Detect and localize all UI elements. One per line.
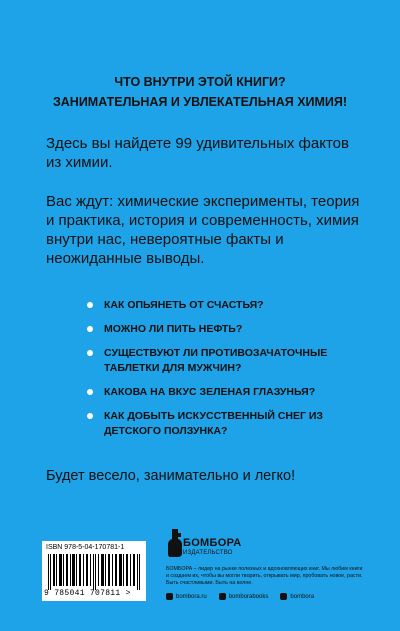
barcode — [42, 541, 146, 601]
publisher-tagline: БОМБОРА – лидер на рынке полезных и вдохновляющих книг. Мы любим книги и создаем их, чтобы вы могли творить, открывать мир, пробовать новое, расти. Быть счастливыми. Быть на волне. — [166, 566, 363, 586]
globe-icon — [166, 593, 173, 600]
questions-list — [104, 298, 364, 448]
bullet-dot-icon — [87, 413, 93, 419]
list-item — [104, 322, 364, 337]
bullet-dot-icon — [87, 302, 93, 308]
list-item — [104, 409, 364, 439]
social-label: bomborabooks — [228, 593, 269, 600]
expect-paragraph: Вас ждут: химические эксперименты, теория и практика, история и современность, химия внутри нас, невероятные факты и неожиданные выводы. — [46, 193, 360, 267]
ean-number: 9 785041 707811 > — [44, 589, 131, 598]
publisher-name: БОМБОРА — [183, 537, 242, 549]
social-label: bombora — [290, 593, 315, 600]
headline — [0, 72, 400, 112]
publisher-subtitle: ИЗДАТЕЛЬСТВО — [183, 550, 233, 556]
messenger-icon — [280, 593, 287, 600]
list-item — [104, 346, 364, 376]
bullet-dot-icon — [87, 350, 93, 356]
social-links — [166, 593, 376, 600]
question-text: КАК ОПЬЯНЕТЬ ОТ СЧАСТЬЯ? — [104, 299, 264, 311]
social-website[interactable] — [166, 593, 207, 600]
closing-text: Будет весело, занимательно и легко! — [46, 468, 296, 484]
social-network-icon — [219, 593, 226, 600]
headline-line-1: ЧТО ВНУТРИ ЭТОЙ КНИГИ? — [114, 75, 286, 89]
headline-line-2: ЗАНИМАТЕЛЬНАЯ И УВЛЕКАТЕЛЬНАЯ ХИМИЯ! — [52, 95, 348, 109]
isbn-text: ISBN 978-5-04-170781-1 — [46, 544, 125, 551]
barcode-bars-icon — [48, 554, 140, 590]
question-text: СУЩЕСТВУЮТ ЛИ ПРОТИВОЗАЧАТОЧНЫЕ ТАБЛЕТКИ ДЛЯ МУЖЧИН? — [104, 347, 328, 374]
question-text: КАК ДОБЫТЬ ИСКУССТВЕННЫЙ СНЕГ ИЗ ДЕТСКОГО ПОЛЗУНКА? — [104, 410, 323, 437]
list-item — [104, 298, 364, 313]
list-item — [104, 385, 364, 400]
social-label: bombora.ru — [176, 593, 207, 600]
social-messenger[interactable] — [280, 593, 314, 600]
bullet-dot-icon — [87, 389, 93, 395]
question-text: КАКОВА НА ВКУС ЗЕЛЕНАЯ ГЛАЗУНЬЯ? — [104, 386, 316, 398]
intro-paragraph: Здесь вы найдете 99 удивительных фактов из химии. — [46, 135, 349, 171]
social-books[interactable] — [219, 593, 269, 600]
question-text: МОЖНО ЛИ ПИТЬ НЕФТЬ? — [104, 323, 243, 335]
bullet-dot-icon — [87, 326, 93, 332]
